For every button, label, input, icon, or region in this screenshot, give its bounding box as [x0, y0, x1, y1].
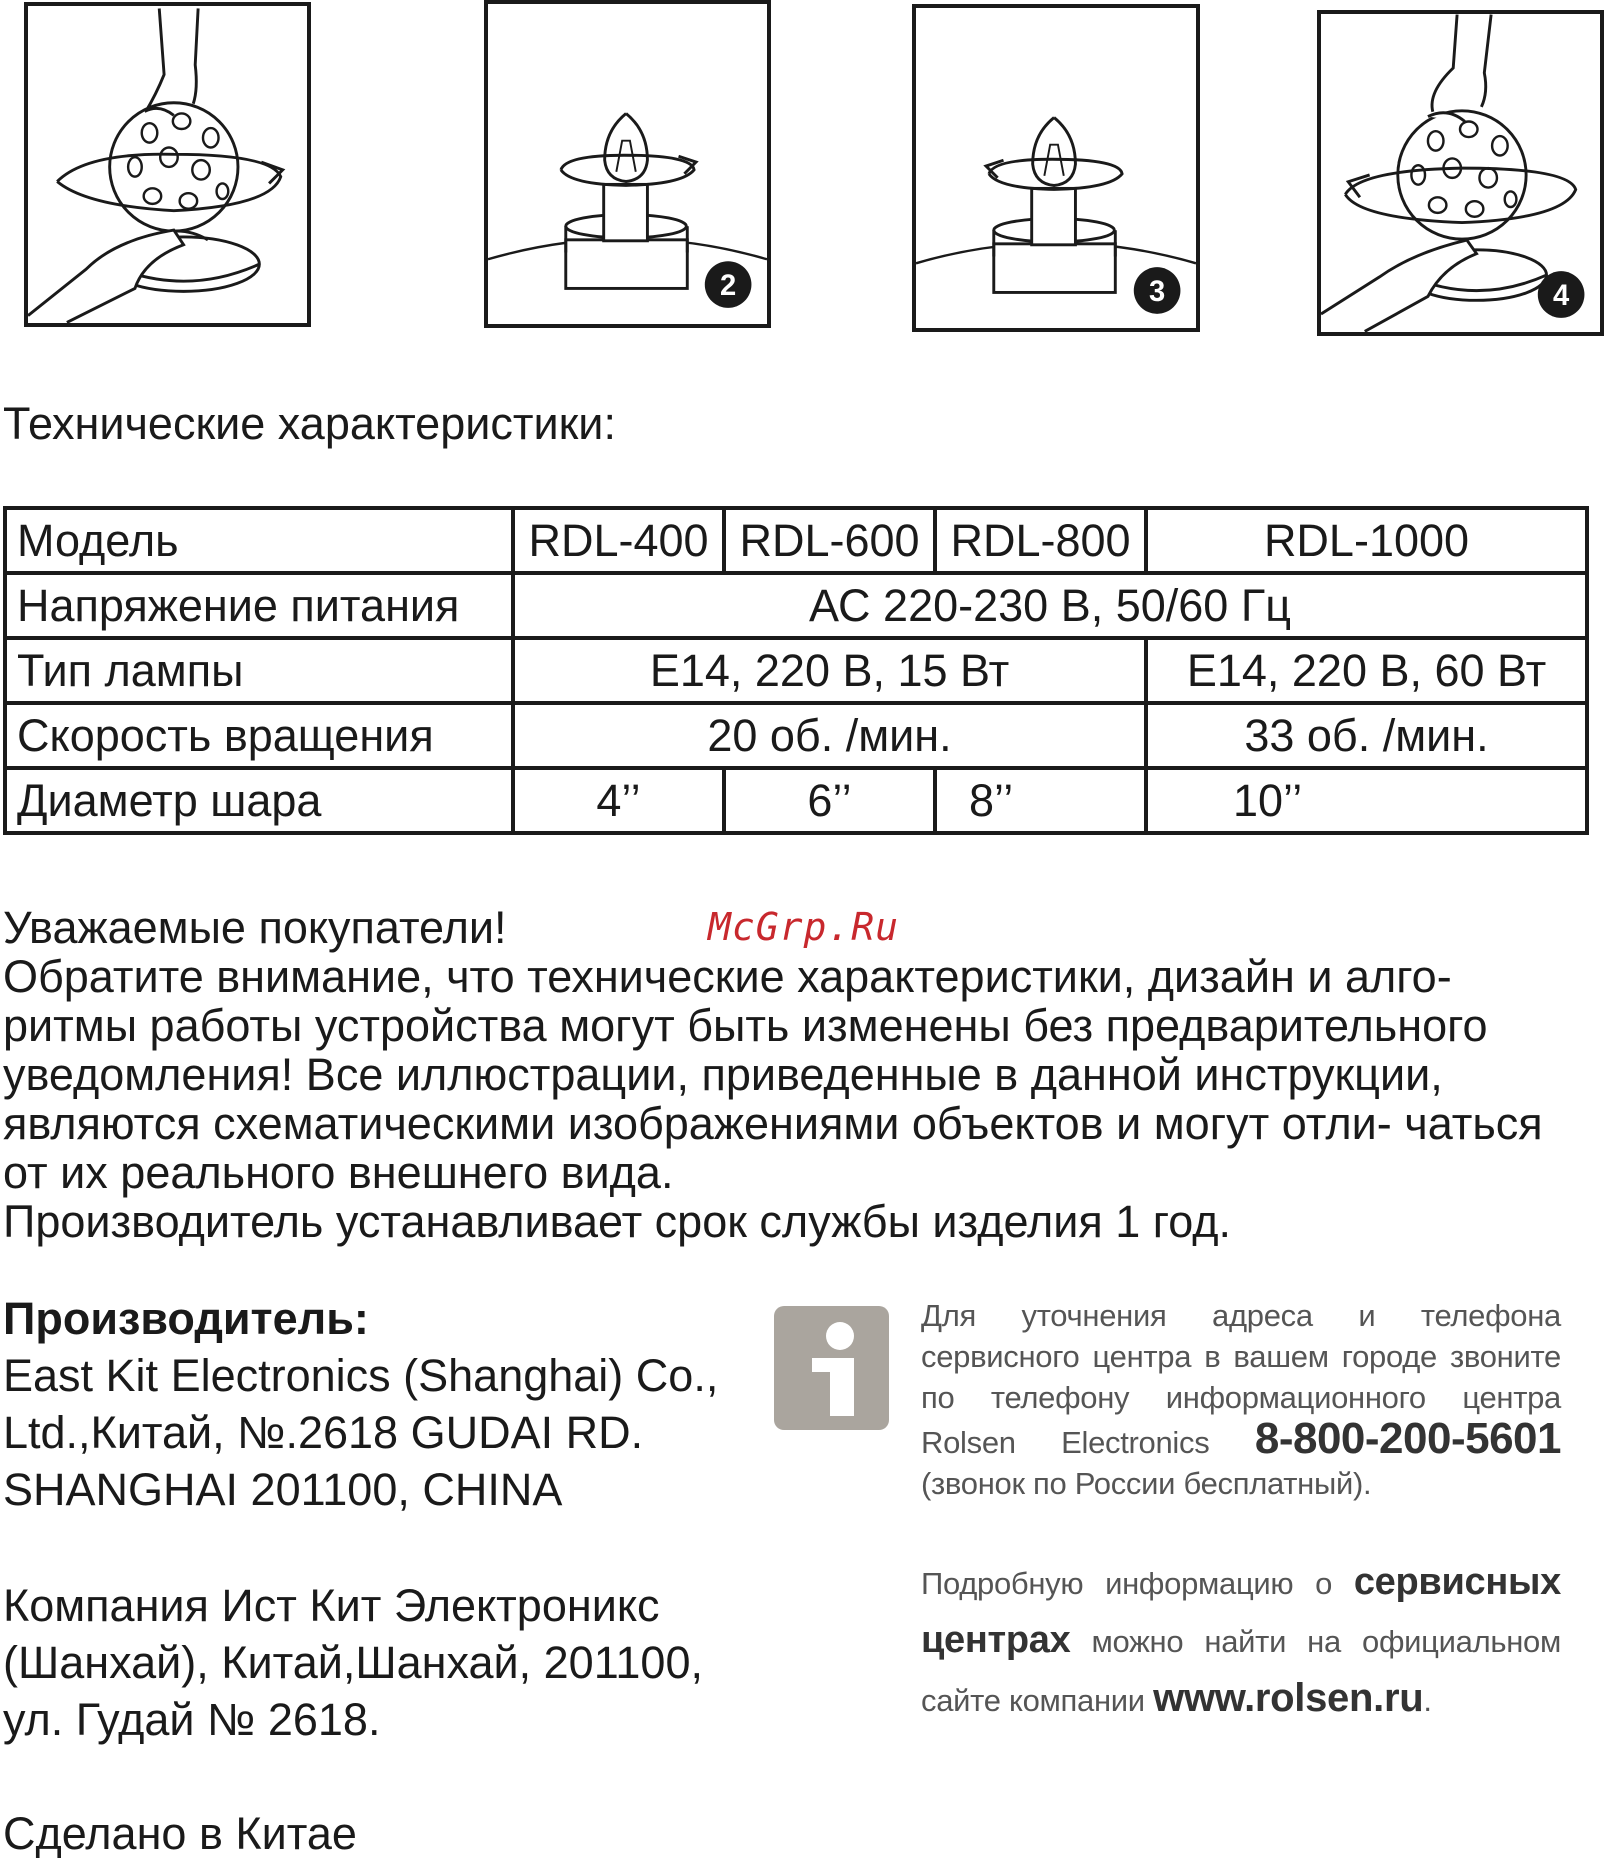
company-line: ул. Гудай № 2618. [3, 1694, 381, 1745]
service-phone: 8-800-200-5601 [1254, 1414, 1561, 1463]
manufacturer-line: Ltd.,Китай, №.2618 GUDAI RD. [3, 1407, 644, 1458]
service-more [921, 1554, 1561, 1729]
manufacturer-line: SHANGHAI 201100, CHINA [3, 1464, 563, 1515]
step-badge: 4 [1553, 280, 1570, 313]
speed-small-value: 20 об. /мин. [513, 703, 1146, 768]
diameter-rdl-600: 6’’ [724, 768, 935, 833]
company-line: Компания Ист Кит Электроникс [3, 1580, 660, 1631]
speed-label: Скорость вращения [5, 703, 513, 768]
model-rdl-600: RDL-600 [724, 508, 935, 573]
table-row-speed [5, 703, 1587, 768]
figure-step-3 [912, 4, 1200, 332]
model-rdl-800: RDL-800 [935, 508, 1146, 573]
table-row-voltage [5, 573, 1587, 638]
ball-install-illustration [28, 6, 307, 323]
figure-step-2 [484, 0, 771, 328]
service-website-link[interactable]: www.rolsen.ru [1153, 1676, 1424, 1720]
manufacturer-title: Производитель: [3, 1293, 369, 1344]
service-more-text: Подробную информацию о [921, 1566, 1354, 1601]
customer-notice [3, 903, 1598, 1246]
lamp-label: Тип лампы [5, 638, 513, 703]
manufacturer-block [3, 1290, 773, 1518]
service-end: . [1423, 1683, 1432, 1718]
voltage-value: АС 220-230 В, 50/60 Гц [513, 573, 1587, 638]
ball-remove-illustration [1321, 14, 1600, 332]
made-in-label: Сделано в Китае [3, 1808, 357, 1859]
service-info [921, 1295, 1561, 1729]
model-rdl-400: RDL-400 [513, 508, 724, 573]
model-rdl-1000: RDL-1000 [1146, 508, 1587, 573]
notice-greeting: Уважаемые покупатели! [3, 902, 507, 953]
diameter-rdl-1000: 10’’ [1146, 768, 1587, 833]
diameter-rdl-800: 8’’ [935, 768, 1146, 833]
lamp-remove-illustration [916, 8, 1196, 328]
service-intro [921, 1295, 1561, 1504]
company-block [3, 1577, 773, 1748]
table-row-diameter [5, 768, 1587, 833]
service-intro-text: Для уточнения адреса и телефона сервисного центра в вашем городе звоните по телефону информационного центра Rolsen Electronics [921, 1298, 1561, 1460]
figure-step-1 [24, 2, 311, 327]
diameter-label: Диаметр шара [5, 768, 513, 833]
diameter-rdl-400: 4’’ [513, 768, 724, 833]
table-row-lamp [5, 638, 1587, 703]
figure-step-4 [1317, 10, 1604, 336]
manufacturer-line: East Kit Electronics (Shanghai) Co., [3, 1350, 719, 1401]
model-label: Модель [5, 508, 513, 573]
table-row-model [5, 508, 1587, 573]
step-badge: 3 [1149, 276, 1166, 309]
notice-body: Обратите внимание, что технические характеристики, дизайн и алго- ритмы работы устройства могут быть изменены без предварительного уведомления! Все иллюстрации, приведенные в данной инструкции, являются схематическими изображениями объектов и могут отли- чаться от их реального внешнего вида. [3, 951, 1543, 1198]
company-line: (Шанхай), Китай,Шанхай, 201100, [3, 1637, 703, 1688]
notice-service-life: Производитель устанавливает срок службы изделия 1 год. [3, 1196, 1232, 1247]
step-badge: 2 [720, 270, 737, 303]
service-more-text: можно найти на официальном сайте компании [921, 1624, 1561, 1718]
spec-heading: Технические характеристики: [3, 398, 616, 449]
spec-table [3, 506, 1589, 835]
speed-large-value: 33 об. /мин. [1146, 703, 1587, 768]
info-icon [774, 1306, 889, 1430]
voltage-label: Напряжение питания [5, 573, 513, 638]
service-phone-note: (звонок по России бесплатный). [921, 1466, 1372, 1501]
service-centers-emphasis: сервисных центрах [921, 1561, 1561, 1661]
lamp-large-value: Е14, 220 В, 60 Вт [1146, 638, 1587, 703]
watermark: McGrp.Ru [708, 905, 900, 949]
lamp-small-value: Е14, 220 В, 15 Вт [513, 638, 1146, 703]
lamp-install-illustration [488, 4, 767, 324]
